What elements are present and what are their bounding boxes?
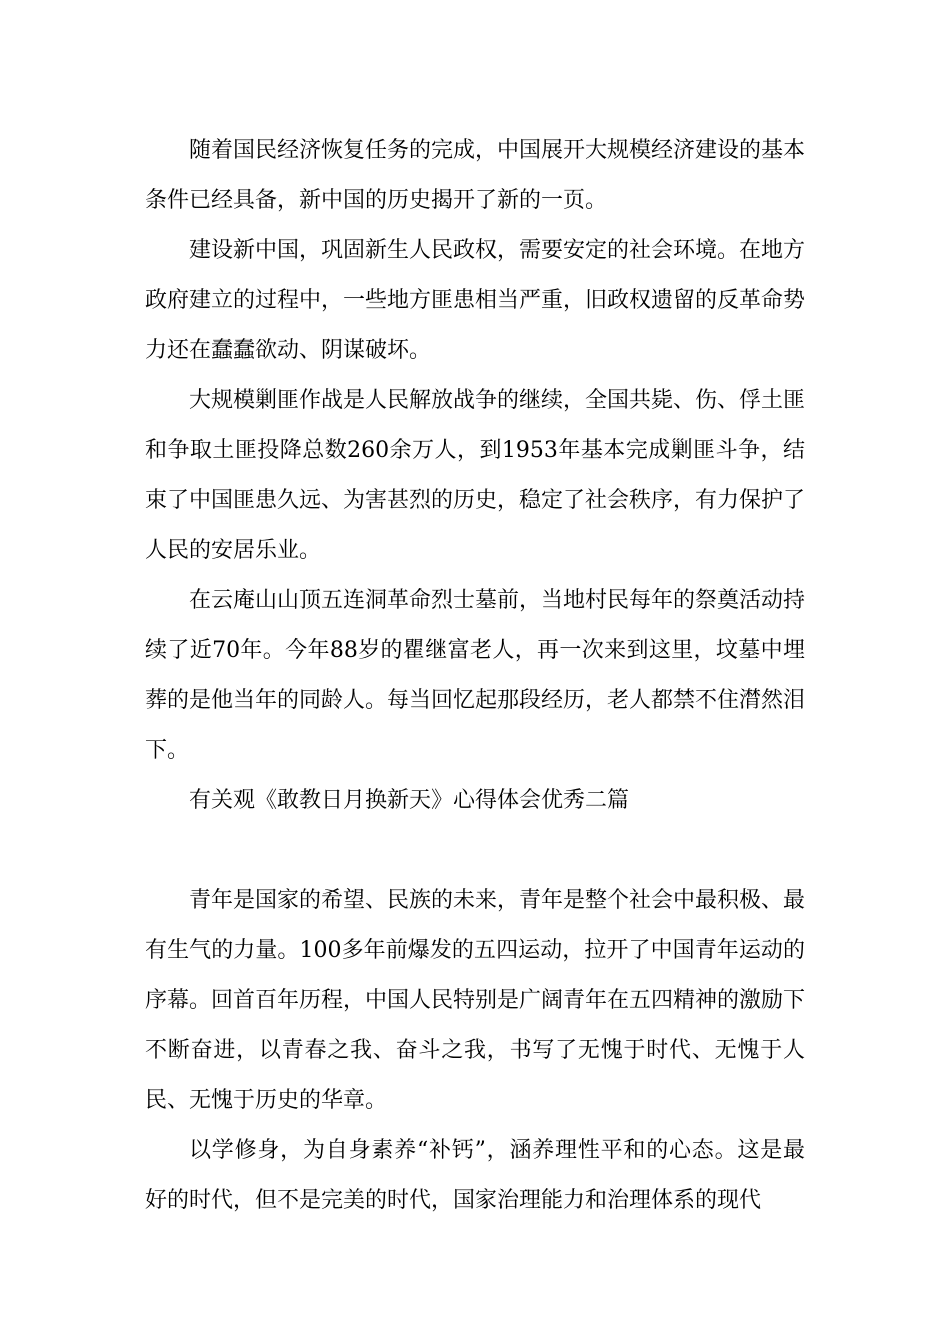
paragraph-3: 大规模剿匪作战是人民解放战争的继续，全国共毙、伤、俘土匪和争取土匪投降总数260余万人，到1953年基本完成剿匪斗争，结束了中国匪患久远、为害甚烈的历史，稳定了社会秩序，有力保护了人民的安居乐业。 [145, 388, 806, 563]
document-body [145, 126, 805, 1226]
paragraph-6: 以学修身，为自身素养“补钙”，涵养理性平和的心态。这是最好的时代，但不是完美的时代，国家治理能力和治理体系的现代 [145, 1138, 805, 1213]
paragraph-5: 青年是国家的希望、民族的未来，青年是整个社会中最积极、最有生气的力量。100多年前爆发的五四运动，拉开了中国青年运动的序幕。回首百年历程，中国人民特别是广阔青年在五四精神的激励下不断奋进，以青春之我、奋斗之我，书写了无愧于时代、无愧于人民、无愧于历史的华章。 [145, 888, 806, 1113]
paragraph-4: 在云庵山山顶五连洞革命烈士墓前，当地村民每年的祭奠活动持续了近70年。今年88岁的瞿继富老人，再一次来到这里，坟墓中埋葬的是他当年的同龄人。每当回忆起那段经历，老人都禁不住潸然泪下。 [145, 588, 806, 763]
blank-line [145, 826, 805, 876]
paragraph-2: 建设新中国，巩固新生人民政权，需要安定的社会环境。在地方政府建立的过程中，一些地方匪患相当严重，旧政权遗留的反革命势力还在蠢蠢欲动、阴谋破坏。 [145, 238, 806, 363]
section-heading: 有关观《敢教日月换新天》心得体会优秀二篇 [189, 788, 630, 813]
paragraph-1: 随着国民经济恢复任务的完成，中国展开大规模经济建设的基本条件已经具备，新中国的历史揭开了新的一页。 [145, 138, 806, 213]
